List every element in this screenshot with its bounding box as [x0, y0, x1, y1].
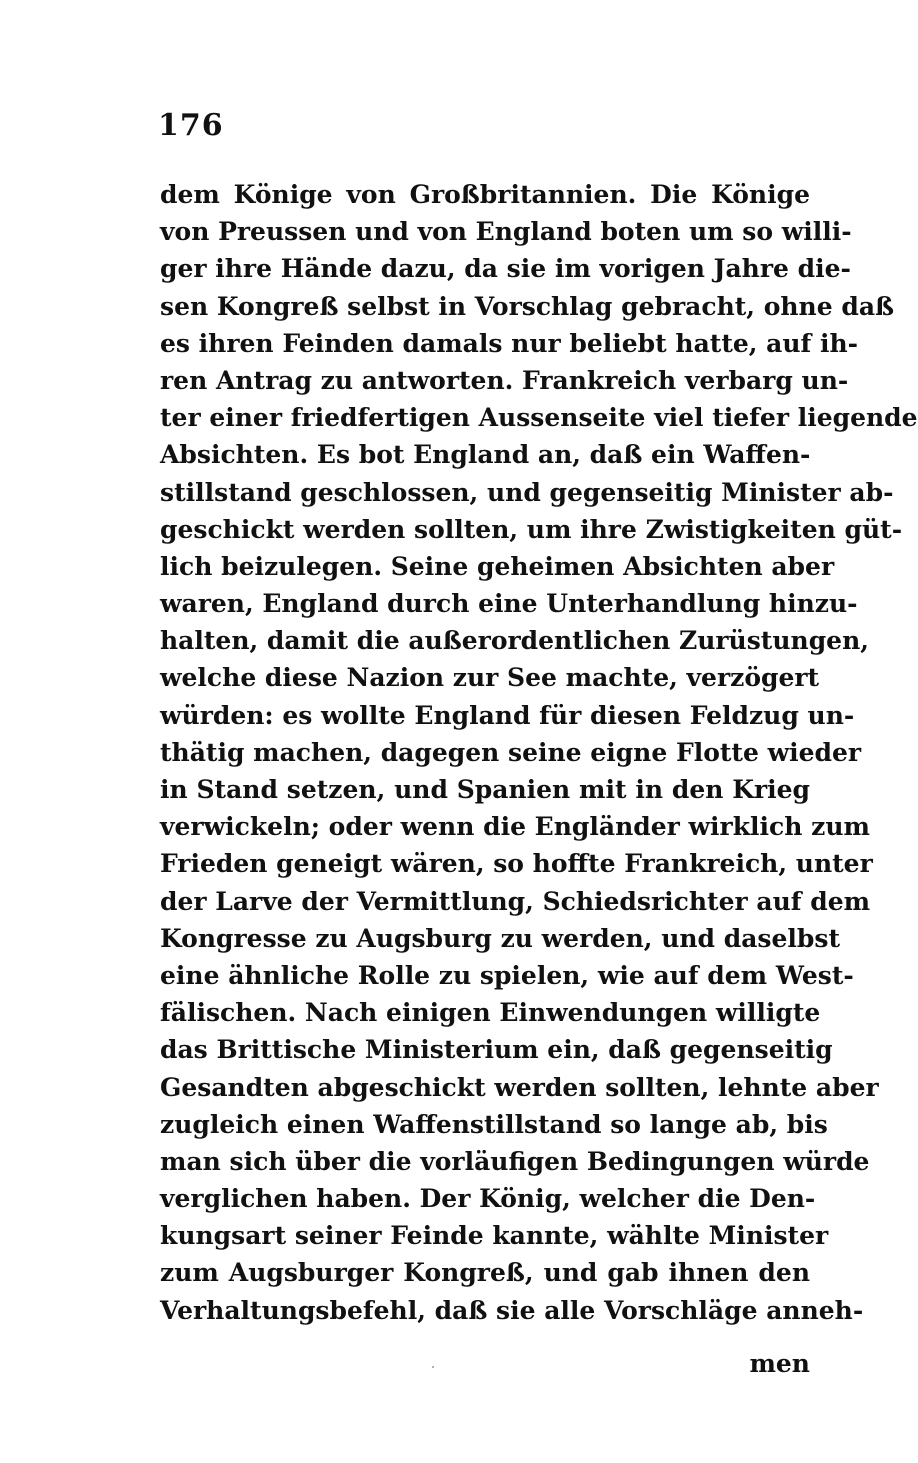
body-text	[160, 176, 918, 1329]
text-line: verglichen haben. Der König, welcher die Den-	[160, 1184, 816, 1214]
text-line: zugleich einen Waffenstillstand so lange ab, bis	[160, 1109, 828, 1139]
text-line: ter einer friedfertigen Aussenseite viel tiefer liegende	[160, 403, 918, 433]
text-line: verwickeln; oder wenn die Engländer wirklich zum	[160, 812, 870, 842]
text-line: ren Antrag zu antworten. Frankreich verbarg un-	[160, 365, 849, 395]
text-line: würden: es wollte England für diesen Feldzug un-	[160, 700, 855, 730]
text-line: Absichten. Es bot England an, daß ein Waffen-	[160, 440, 811, 470]
paper-speck	[432, 1366, 434, 1368]
text-line: man sich über die vorläufigen Bedingungen würde	[160, 1146, 870, 1176]
text-line: Kongresse zu Augsburg zu werden, und daselbst	[160, 923, 841, 953]
text-line: dem Könige von Großbritannien. Die Könige	[160, 180, 810, 209]
text-line: thätig machen, dagegen seine eigne Flotte wieder	[160, 737, 862, 767]
text-line: sen Kongreß selbst in Vorschlag gebracht, ohne daß	[160, 291, 895, 321]
text-line: Frieden geneigt wären, so hoffte Frankreich, unter	[160, 849, 873, 879]
text-line: fälischen. Nach einigen Einwendungen willigte	[160, 998, 821, 1028]
text-line: welche diese Nazion zur See machte, verzögert	[160, 663, 820, 693]
text-line: ger ihre Hände dazu, da sie im vorigen Jahre die-	[160, 254, 851, 284]
text-line: eine ähnliche Rolle zu spielen, wie auf dem West-	[160, 960, 854, 990]
page-number: 176	[158, 108, 224, 143]
text-line: lich beizulegen. Seine geheimen Absichten aber	[160, 551, 835, 581]
text-line: Verhaltungsbefehl, daß sie alle Vorschläge anneh-	[160, 1295, 864, 1325]
text-line: zum Augsburger Kongreß, und gab ihnen den	[160, 1258, 810, 1288]
catchword: men	[749, 1349, 810, 1378]
text-line: halten, damit die außerordentlichen Zurüstungen,	[160, 626, 869, 656]
text-line: der Larve der Vermittlung, Schiedsrichter auf dem	[160, 886, 871, 916]
text-line: Gesandten abgeschickt werden sollten, lehnte aber	[160, 1072, 879, 1102]
text-line: waren, England durch eine Unterhandlung hinzu-	[160, 589, 858, 619]
text-line: von Preussen und von England boten um so willi-	[160, 217, 852, 247]
text-line: stillstand geschlossen, und gegenseitig Minister ab-	[160, 477, 894, 507]
text-line: in Stand setzen, und Spanien mit in den Krieg	[160, 775, 810, 804]
text-line: das Brittische Ministerium ein, daß gegenseitig	[160, 1035, 833, 1065]
text-line: kungsart seiner Feinde kannte, wählte Minister	[160, 1221, 829, 1251]
text-line: geschickt werden sollten, um ihre Zwistigkeiten güt-	[160, 514, 903, 544]
text-line: es ihren Feinden damals nur beliebt hatte, auf ih-	[160, 328, 859, 358]
